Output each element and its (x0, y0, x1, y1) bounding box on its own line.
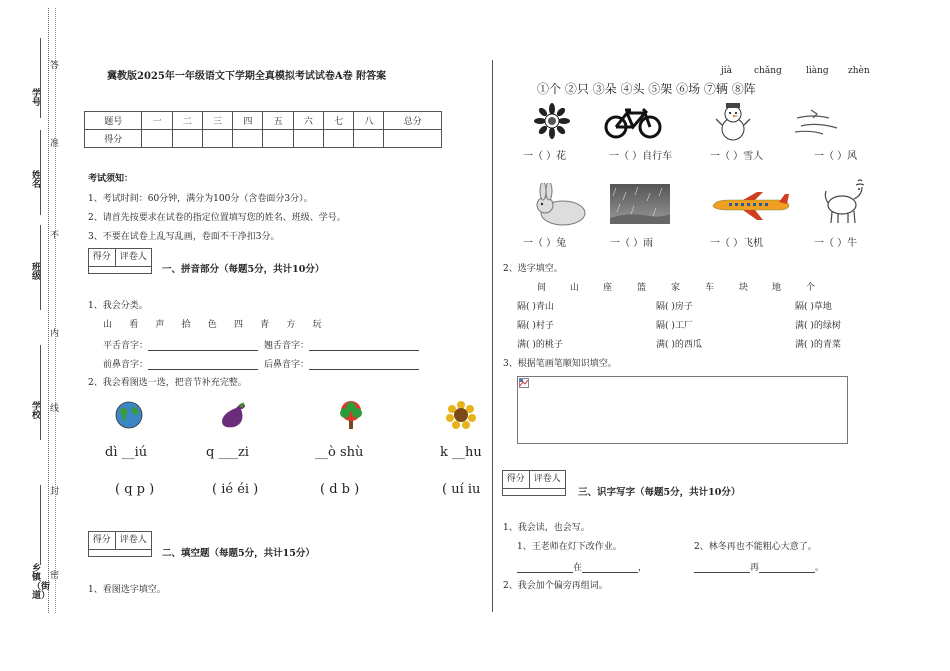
write-punct: 。 (815, 563, 825, 573)
choice-char: 座 (603, 283, 613, 293)
airplane-icon (709, 190, 791, 222)
choice-char: 家 (671, 283, 681, 293)
option-choice[interactable]: ( d b ) (320, 482, 360, 497)
cow-icon (822, 177, 868, 225)
sidebar-label-name: 姓名 (32, 171, 42, 190)
syllable: q ___zi (206, 445, 249, 460)
margin-char: 准 (50, 139, 60, 149)
sidebar-name-line (40, 485, 41, 565)
fill-item[interactable]: 满( )的西瓜 (656, 340, 702, 350)
char: 山 (103, 320, 113, 330)
pinyin-hint: jià (721, 66, 733, 76)
char-list (103, 321, 322, 330)
fill-item[interactable]: 满( )的桃子 (517, 340, 563, 350)
write-blank[interactable] (582, 563, 638, 573)
sidebar-label-school: 学校 (32, 402, 42, 421)
score-header: 四 (233, 112, 263, 130)
back-nasal-label: 后鼻音字： (264, 360, 310, 370)
option-choice[interactable]: ( uí iu (442, 482, 481, 497)
measure-blank-snowman[interactable]: 一（ ）雪人 (710, 151, 764, 162)
score-header: 八 (354, 112, 384, 130)
margin-dotted-line (48, 8, 49, 613)
choice-char: 个 (806, 283, 816, 293)
write-row-2 (694, 563, 824, 573)
sidebar-label-xuehao: 学号 (32, 89, 42, 108)
section-title-pinyin: 一、拼音部分（每题5分，共计10分） (162, 264, 325, 275)
margin-char: 线 (50, 404, 60, 414)
write-mid-char: 再 (750, 563, 760, 573)
score-cell[interactable] (263, 130, 293, 148)
score-header: 一 (142, 112, 172, 130)
scorer-score-label: 得分 (89, 532, 116, 549)
tree-icon (336, 399, 366, 431)
pinyin-hint: zhèn (848, 66, 870, 76)
margin-char: 不 (50, 231, 60, 241)
eggplant-icon (218, 399, 248, 431)
front-nasal-label: 前鼻音字： (103, 360, 149, 370)
write-punct: ， (638, 563, 648, 573)
score-cell[interactable] (233, 130, 263, 148)
back-nasal-row (264, 360, 419, 370)
column-divider (492, 60, 493, 612)
scorer-box-blank[interactable] (88, 548, 152, 557)
flat-tongue-blank[interactable] (148, 341, 258, 351)
notice-item: 1、考试时间：60分钟，满分为100分（含卷面分3分）。 (88, 194, 313, 204)
measure-blank-wind[interactable]: 一（ ）风 (814, 151, 858, 162)
sidebar-label-class: 班级 (32, 263, 42, 282)
front-nasal-blank[interactable] (148, 360, 258, 370)
section-title-fill: 二、填空题（每题5分，共计15分） (162, 548, 315, 559)
fill-item[interactable]: 满( )的青菜 (795, 340, 841, 350)
scorer-box-blank[interactable] (502, 487, 566, 496)
score-table (84, 111, 442, 148)
score-header: 六 (293, 112, 323, 130)
measure-blank-bicycle[interactable]: 一（ ）自行车 (609, 151, 673, 162)
wind-icon (793, 104, 843, 140)
binding-margin (0, 0, 62, 671)
measure-blank-cow[interactable]: 一（ ）牛 (814, 238, 858, 249)
sidebar-name-line (40, 130, 41, 215)
globe-icon (114, 400, 144, 430)
scorer-grader-label: 评卷人 (119, 252, 147, 262)
syllable: __ò shù (315, 445, 364, 460)
choice-char: 车 (705, 283, 715, 293)
scorer-score-label: 得分 (503, 471, 530, 488)
page-title: 冀教版2025年一年级语文下学期全真模拟考试试卷A卷 附答案 (107, 71, 387, 82)
option-choice[interactable]: ( q p ) (115, 482, 155, 497)
back-nasal-blank[interactable] (309, 360, 419, 370)
margin-dotted-line-2 (55, 8, 56, 613)
sidebar-name-line (40, 38, 41, 118)
choice-char: 间 (537, 283, 547, 293)
fill-item[interactable]: 隔( )工厂 (656, 321, 693, 331)
question-read-write: 1、我会读，也会写。 (503, 523, 590, 533)
flat-tongue-row (103, 341, 258, 351)
question-add-radical: 2、我会加个偏旁再组词。 (503, 581, 608, 591)
measure-blank-rabbit[interactable]: 一（ ）兔 (523, 238, 567, 249)
flower-icon (534, 103, 570, 143)
char: 青 (260, 320, 270, 330)
notice-heading: 考试须知： (88, 174, 134, 184)
scorer-score-label: 得分 (89, 249, 116, 266)
write-blank[interactable] (517, 563, 573, 573)
fill-item[interactable]: 隔( )房子 (656, 302, 693, 312)
score-header: 总分 (384, 112, 442, 130)
option-choice[interactable]: ( ié éi ) (212, 482, 259, 497)
retroflex-row (264, 341, 419, 351)
question-2-pictures: 2、我会看图选一选，把音节补充完整。 (88, 378, 247, 388)
score-cell[interactable] (293, 130, 323, 148)
score-header: 三 (202, 112, 232, 130)
write-mid-char: 在 (573, 563, 583, 573)
score-cell[interactable] (202, 130, 232, 148)
scorer-box-blank[interactable] (88, 265, 152, 274)
section-title-literacy: 三、识字写字（每题5分，共计10分） (578, 487, 741, 498)
margin-char: 内 (50, 329, 60, 339)
sidebar-label-town: 乡镇（街道） (32, 564, 51, 601)
measure-blank-rain[interactable]: 一（ ）雨 (610, 238, 654, 249)
char: 色 (207, 320, 217, 330)
choice-char: 山 (570, 283, 580, 293)
fill-item[interactable]: 隔( )草地 (795, 302, 832, 312)
margin-char: 答 (50, 61, 60, 71)
bicycle-icon (603, 104, 663, 140)
sunflower-icon (444, 399, 478, 431)
write-blank[interactable] (694, 563, 750, 573)
stroke-order-box[interactable] (517, 376, 848, 444)
margin-char: 封 (50, 487, 60, 497)
choice-char: 篮 (637, 283, 647, 293)
broken-image-icon (519, 378, 529, 388)
notice-item: 2、请首先按要求在试卷的指定位置填写您的姓名、班级、学号。 (88, 213, 346, 223)
syllable: k __hu (440, 445, 482, 460)
char: 声 (155, 320, 165, 330)
retroflex-blank[interactable] (309, 341, 419, 351)
notice-item: 3、不要在试卷上乱写乱画，卷面不干净扣3分。 (88, 232, 280, 242)
score-header: 二 (172, 112, 202, 130)
measure-blank-flower[interactable]: 一（ ）花 (523, 151, 567, 162)
sentence-item: 1、王老师在灯下改作业。 (517, 542, 622, 552)
choice-char: 地 (772, 283, 782, 293)
char: 四 (233, 320, 243, 330)
scorer-grader-label: 评卷人 (533, 474, 561, 484)
pinyin-hint: chǎng (754, 66, 782, 76)
score-cell[interactable] (172, 130, 202, 148)
syllable: dì __iú (105, 445, 148, 460)
fill-item[interactable]: 隔( )村子 (517, 321, 554, 331)
question-picture-fill: 1、看图选字填空。 (88, 585, 166, 595)
char: 拾 (181, 320, 191, 330)
margin-char: 密 (50, 571, 60, 581)
fill-item[interactable]: 隔( )青山 (517, 302, 554, 312)
sidebar-name-line (40, 345, 41, 440)
score-header: 题号 (85, 112, 142, 130)
fill-item[interactable]: 满( )的绿树 (795, 321, 841, 331)
score-cell[interactable] (354, 130, 384, 148)
score-cell[interactable] (323, 130, 353, 148)
char: 方 (286, 320, 296, 330)
sidebar-name-line (40, 225, 41, 310)
char: 玩 (312, 320, 322, 330)
score-header: 七 (323, 112, 353, 130)
snowman-icon (713, 101, 753, 143)
scorer-grader-label: 评卷人 (119, 535, 147, 545)
rabbit-icon (533, 183, 591, 227)
rain-icon (610, 184, 670, 224)
sentence-item: 2、林冬再也不能粗心大意了。 (694, 542, 817, 552)
write-blank[interactable] (759, 563, 815, 573)
score-cell[interactable] (384, 130, 442, 148)
char: 看 (129, 320, 139, 330)
question-choose-char: 2、选字填空。 (503, 264, 563, 274)
retroflex-label: 翘舌音字： (264, 341, 310, 351)
pinyin-hint: liàng (806, 66, 829, 76)
score-row-label: 得分 (85, 130, 142, 148)
question-stroke-order: 3、根据笔画笔顺知识填空。 (503, 359, 617, 369)
score-header: 五 (263, 112, 293, 130)
flat-tongue-label: 平舌音字： (103, 341, 149, 351)
front-nasal-row (103, 360, 258, 370)
score-cell[interactable] (142, 130, 172, 148)
measure-blank-airplane[interactable]: 一（ ）飞机 (710, 238, 764, 249)
choice-char: 块 (739, 283, 749, 293)
measure-word-options: ①个 ②只 ③朵 ④头 ⑤架 ⑥场 ⑦辆 ⑧阵 (537, 82, 756, 96)
write-row-1 (517, 563, 647, 573)
question-1-classify: 1、我会分类。 (88, 301, 148, 311)
